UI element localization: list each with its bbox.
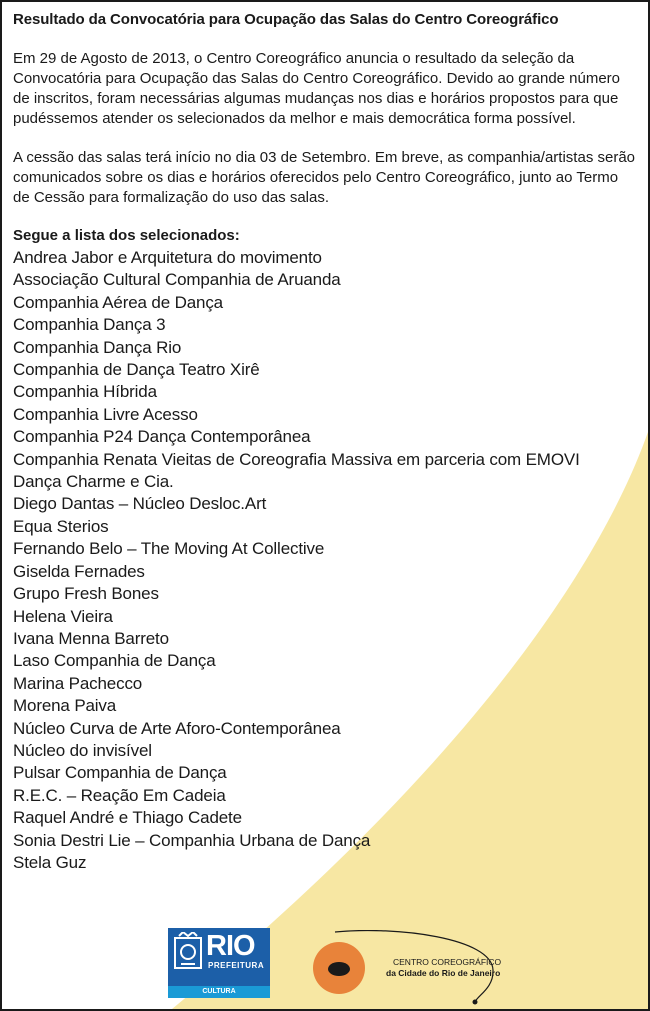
list-item: Sonia Destri Lie – Companhia Urbana de Dança: [13, 830, 371, 850]
cultura-label: CULTURA: [168, 986, 270, 998]
list-item: Laso Companhia de Dança: [13, 651, 216, 671]
list-item: Companhia Aérea de Dança: [13, 292, 223, 312]
selected-list: [13, 247, 638, 874]
list-item: Stela Guz: [13, 852, 87, 872]
logos-footer: [2, 926, 648, 1009]
list-item: Helena Vieira: [13, 606, 113, 626]
list-item: Pulsar Companhia de Dança: [13, 763, 227, 783]
list-item: Companhia Híbrida: [13, 382, 157, 402]
list-item: Grupo Fresh Bones: [13, 584, 159, 604]
list-item: Companhia Renata Vieitas de Coreografia Massiva em parceria com EMOVI: [13, 449, 580, 469]
list-item: Morena Paiva: [13, 696, 117, 716]
list-item: Dança Charme e Cia.: [13, 472, 174, 492]
list-item: Companhia Dança 3: [13, 315, 166, 335]
list-item: Companhia P24 Dança Contemporânea: [13, 427, 311, 447]
list-item: Companhia Dança Rio: [13, 337, 182, 357]
list-item: Andrea Jabor e Arquitetura do movimento: [13, 248, 322, 267]
list-item: Associação Cultural Companhia de Aruanda: [13, 270, 341, 290]
list-heading: Segue a lista dos selecionados:: [13, 227, 240, 244]
list-item: R.E.C. – Reação Em Cadeia: [13, 785, 226, 805]
list-item: Fernando Belo – The Moving At Collective: [13, 539, 325, 559]
cc-name-line: CENTRO COREOGRÁFICO: [393, 957, 502, 967]
list-item: Companhia de Dança Teatro Xirê: [13, 360, 260, 380]
prefeitura-label: PREFEITURA: [208, 961, 265, 970]
document-body: [2, 2, 648, 874]
list-item: Ivana Menna Barreto: [13, 628, 169, 648]
list-item: Equa Sterios: [13, 516, 109, 536]
list-item: Marina Pachecco: [13, 673, 143, 693]
start-date-paragraph: A cessão das salas terá início no dia 03 de Setembro. Em breve, as companhia/artistas serão comunicados sobre os dias e horários oferecidos pelo Centro Coreográfico, junto ao Termo de Cessão para formalização do uso das salas.: [13, 149, 636, 206]
list-item: Núcleo Curva de Arte Aforo-Contemporânea: [13, 718, 341, 738]
list-item: Núcleo do invisível: [13, 740, 152, 760]
list-item: Diego Dantas – Núcleo Desloc.Art: [13, 494, 267, 514]
intro-paragraph: Em 29 de Agosto de 2013, o Centro Coreográfico anuncia o resultado da seleção da Convocatória para Ocupação das Salas do Centro Coreográfico. Devido ao grande número de inscritos, foram necessárias algumas mudanças nos dias e horários propostos para que pudéssemos atender os selecionados da melhor e mais democrática forma possível.: [13, 50, 621, 127]
list-item: Companhia Livre Acesso: [13, 404, 198, 424]
list-item: Raquel André e Thiago Cadete: [13, 808, 242, 828]
prefeitura-rio-logo: [168, 928, 270, 998]
list-item: Giselda Fernades: [13, 561, 145, 581]
rio-wordmark: RIO: [206, 930, 255, 962]
cc-city-line: da Cidade do Rio de Janeiro: [386, 968, 501, 978]
rio-crest-icon: [173, 932, 203, 970]
document-title: Resultado da Convocatória para Ocupação das Salas do Centro Coreográfico: [13, 11, 559, 28]
